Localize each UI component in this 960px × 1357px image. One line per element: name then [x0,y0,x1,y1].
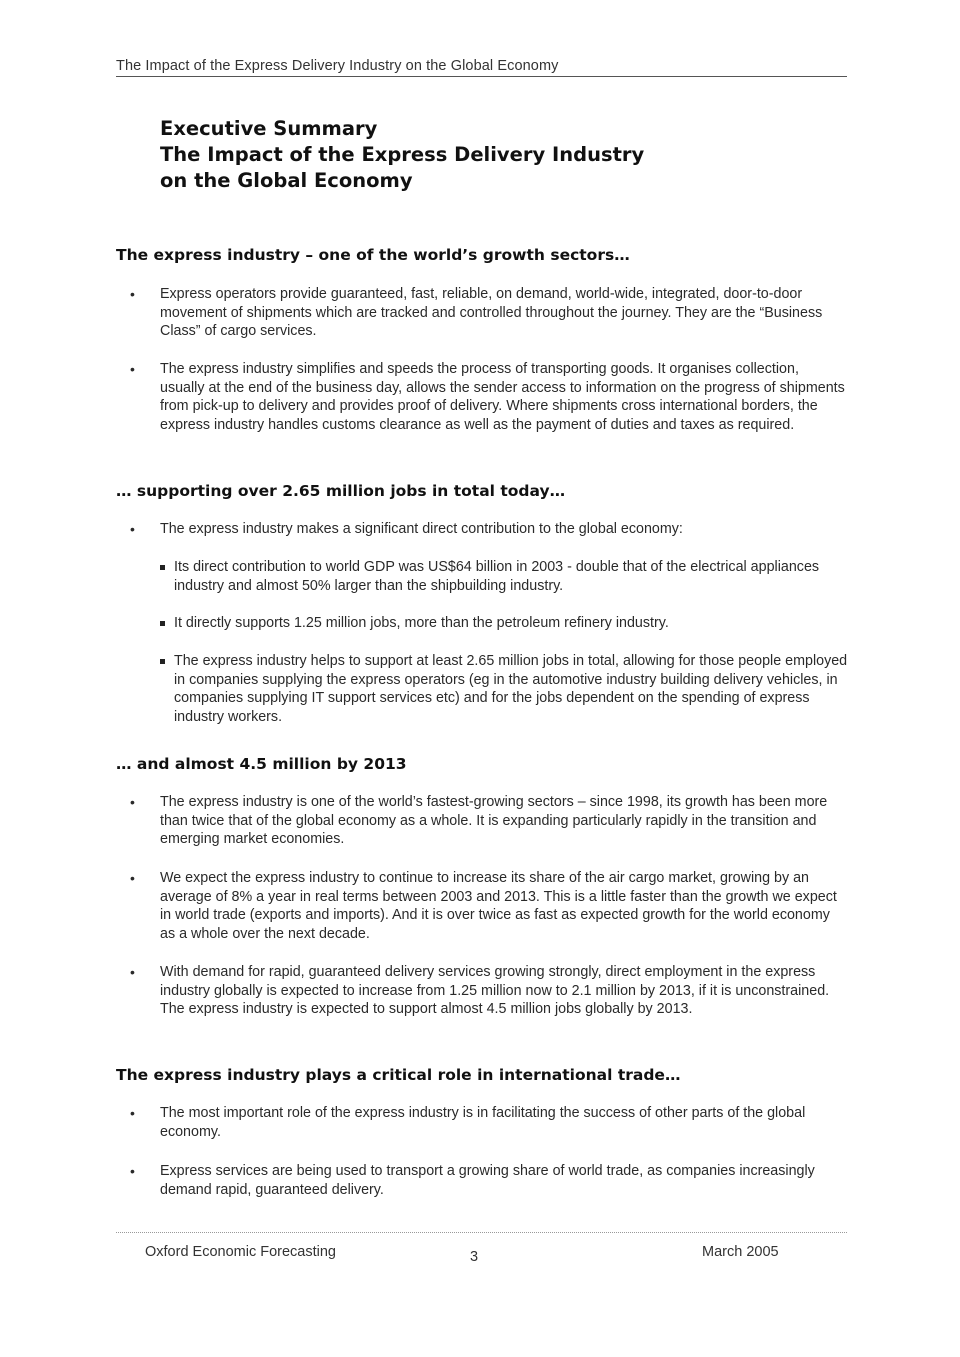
bullet-dot-icon: • [130,286,135,302]
sub-list-item-text: Its direct contribution to world GDP was US$64 billion in 2003 - double that of the electrical appliances industry and almost 50% larger than the shipbuilding industry. [174,559,820,594]
list-item-text: Express services are being used to transport a growing share of world trade, as companies increasingly demand rapid, guaranteed delivery. [160,1163,815,1198]
footer-divider [116,1232,847,1233]
list-item-text: We expect the express industry to continue to increase its share of the air cargo market, growing by an average of 8% a year in real terms between 2003 and 2013. This is a little faster than the growth we expect in world trade (exports and imports). And it is over twice as fast as expected growth for the world economy as a whole over the next decade. [160,870,837,943]
sub-list-item [160,652,850,727]
list-item [116,285,847,341]
list-item-text: Express operators provide guaranteed, fast, reliable, on demand, world-wide, integrated, door-to-door movement of shipments which are tracked and controlled throughout the journey. They are the “Business Class” of cargo services. [160,286,823,340]
list-item-text: The express industry is one of the world’s fastest-growing sectors – since 1998, its growth has been more than twice that of the global economy as a whole. It is expanding particularly rapidly in the transition and emerging market economies. [160,794,828,848]
sub-list-item-text: It directly supports 1.25 million jobs, more than the petroleum refinery industry. [174,615,669,631]
title-line-3: on the Global Economy [160,169,413,192]
square-bullet-icon [160,621,165,626]
list-item [116,360,847,435]
list-item [116,869,847,944]
bullet-dot-icon: • [130,794,135,810]
title-block [160,116,644,194]
bullet-dot-icon: • [130,521,135,537]
section-heading-trade: The express industry plays a critical role in international trade… [116,1066,681,1084]
bullet-dot-icon: • [130,1105,135,1121]
list-item [116,1162,847,1199]
section-heading-jobs-today: … supporting over 2.65 million jobs in total today… [116,482,566,500]
square-bullet-icon [160,565,165,570]
list-item-text: With demand for rapid, guaranteed delivery services growing strongly, direct employment in the express industry globally is expected to increase from 1.25 million now to 2.1 million by 2013, if it is unconstrained. The express industry is expected to support almost 4.5 million jobs globally by 2013. [160,964,830,1018]
list-item [116,793,847,849]
list-item-text: The express industry simplifies and speeds the process of transporting goods. It organises collection, usually at the end of the business day, allows the sender access to information on the progress of shipments from pick-up to delivery and provides proof of delivery. Where shipments cross international borders, the express industry handles customs clearance as well as the payment of duties and taxes as required. [160,361,845,434]
square-bullet-icon [160,659,165,664]
sub-list-item-text: The express industry helps to support at least 2.65 million jobs in total, allowing for those people employed in companies supplying the express operators (eg in the automotive industry building delivery vehicles, in companies supplying IT support services etc) and for the jobs dependent on the spending of express industry workers. [174,653,848,726]
footer-date: March 2005 [702,1244,779,1260]
running-header: The Impact of the Express Delivery Industry on the Global Economy [116,58,847,77]
bullet-dot-icon: • [130,964,135,980]
list-item-text: The express industry makes a significant direct contribution to the global economy: [160,521,683,537]
section-heading-growth: The express industry – one of the world’s growth sectors… [116,246,630,264]
bullet-dot-icon: • [130,1163,135,1179]
bullet-dot-icon: • [130,870,135,886]
list-item [116,963,847,1019]
page-number: 3 [470,1249,479,1265]
list-item [116,520,847,539]
title-line-2: The Impact of the Express Delivery Industry [160,143,645,166]
sub-list-item [160,558,850,595]
section-heading-2013: … and almost 4.5 million by 2013 [116,755,407,773]
bullet-dot-icon: • [130,361,135,377]
footer-organisation: Oxford Economic Forecasting [145,1244,336,1260]
title-line-1: Executive Summary [160,117,378,140]
list-item [116,1104,847,1141]
sub-list-item [160,614,850,633]
list-item-text: The most important role of the express industry is in facilitating the success of other parts of the global economy. [160,1105,806,1140]
